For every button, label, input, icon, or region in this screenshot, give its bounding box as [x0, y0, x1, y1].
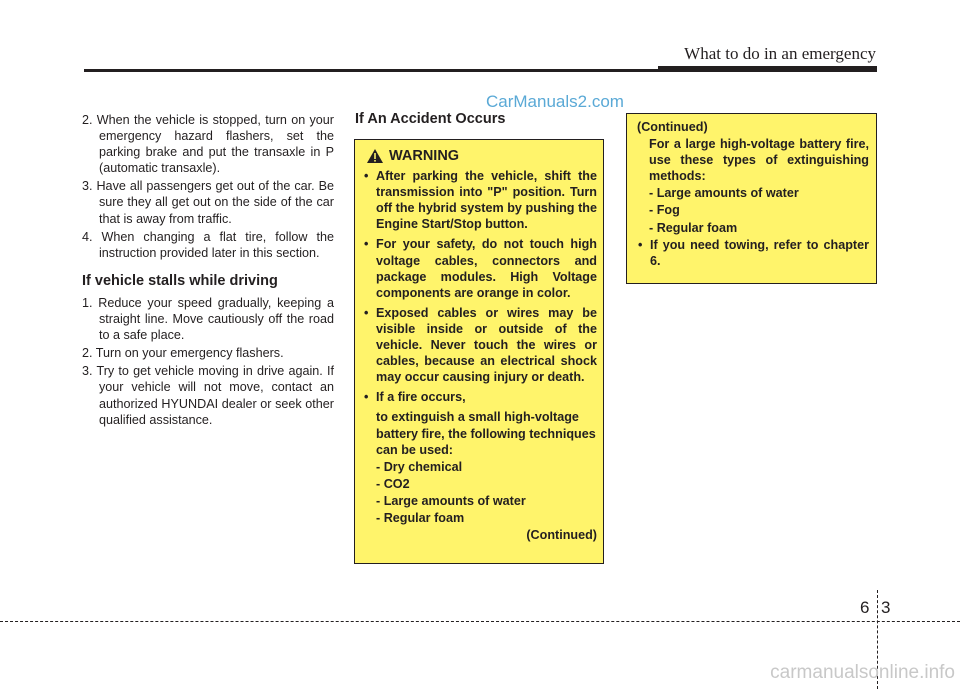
- fire-method: - Large amounts of water: [376, 493, 526, 508]
- watermark-bottom: carmanualsonline.info: [770, 662, 955, 683]
- stall-step-3: 3. Try to get vehicle moving in drive again. If your vehicle will not move, contact an authorized HYUNDAI dealer or seek other qualified assistance.: [82, 364, 334, 427]
- section-header-title: What to do in an emergency: [684, 44, 876, 63]
- continued-label: (Continued): [637, 120, 708, 134]
- left-column: [82, 112, 334, 430]
- extinguish-method: - Regular foam: [649, 220, 738, 235]
- warning-bullet-cables: • For your safety, do not touch high voltage cables, connectors and package modules. High Voltage components are orange in color.: [363, 236, 597, 300]
- continued-label: (Continued): [526, 528, 597, 543]
- fire-text: to extinguish a small high-voltage battery fire, the following techniques can be used:: [376, 410, 596, 457]
- warning-triangle-icon: [367, 149, 383, 163]
- chapter-number: 6: [860, 598, 870, 617]
- continued-box: [626, 113, 877, 284]
- warning-title: WARNING: [389, 148, 460, 164]
- accident-heading: If An Accident Occurs: [355, 111, 506, 127]
- page-number: 3: [881, 598, 891, 617]
- extinguish-method: - Fog: [649, 203, 680, 218]
- stall-step-1: 1. Reduce your speed gradually, keeping a straight line. Move cautiously off the road to a safe place.: [82, 295, 334, 343]
- step-4: 4. When changing a flat tire, follow the instruction provided later in this section.: [82, 229, 334, 260]
- stall-step-2: 2. Turn on your emergency flashers.: [82, 346, 284, 361]
- stall-heading: If vehicle stalls while driving: [82, 272, 278, 289]
- fire-method: - Regular foam: [376, 510, 465, 525]
- large-fire-text: For a large high-voltage battery fire, use these types of extinguishing methods:: [649, 137, 869, 184]
- warning-bullet-fire: • If a fire occurs,: [363, 389, 597, 405]
- fire-method: - CO2: [376, 476, 410, 491]
- footer-rule: [0, 621, 960, 622]
- step-3: 3. Have all passengers get out of the car. Be sure they all get out on the side of the car that is away from traffic.: [82, 179, 334, 226]
- warning-bullet-exposed: • Exposed cables or wires may be visible inside or outside of the vehicle. Never touch the wires or cables, because an electrical shock may occur causing injury or death.: [363, 305, 597, 385]
- warning-box: [354, 139, 604, 564]
- towing-bullet: • If you need towing, refer to chapter 6.: [637, 237, 869, 269]
- warning-header: [363, 148, 597, 164]
- step-2: 2. When the vehicle is stopped, turn on your emergency hazard flashers, set the parking brake and put the transaxle in P (automatic transaxle).: [82, 113, 334, 176]
- watermark-top: CarManuals2.com: [486, 92, 624, 111]
- extinguish-method: - Large amounts of water: [649, 186, 799, 201]
- fire-method: - Dry chemical: [376, 459, 463, 474]
- header-rule-accent: [658, 66, 877, 72]
- warning-bullet-park: • After parking the vehicle, shift the transmission into "P" position. Turn off the hybrid system by pushing the Engine Start/Stop button.: [363, 168, 597, 232]
